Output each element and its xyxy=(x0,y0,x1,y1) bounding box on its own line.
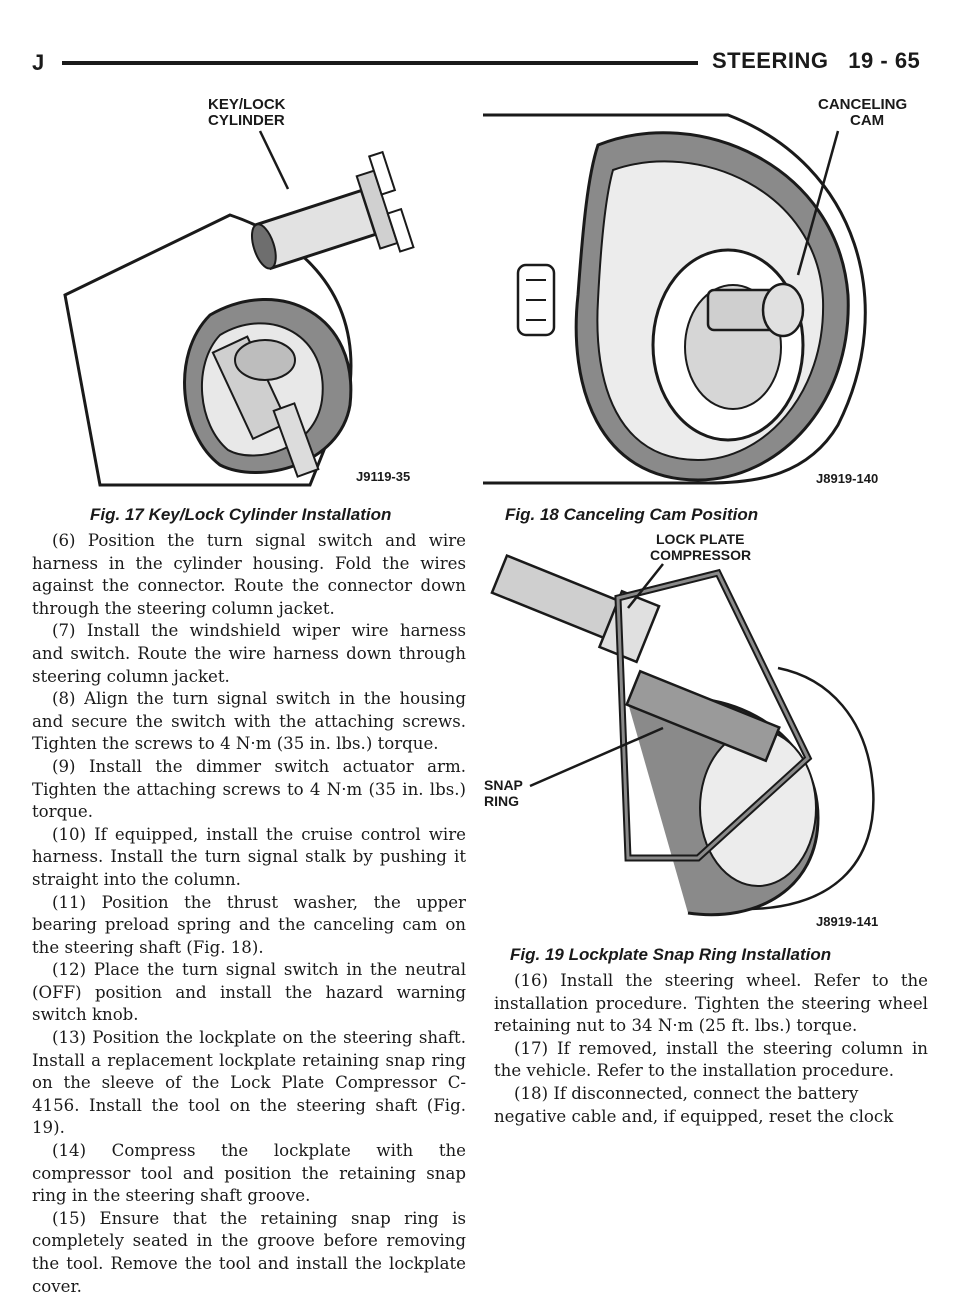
page-header-title: STEERING 19 - 65 xyxy=(712,48,921,73)
key-lock-cylinder-label-line1: KEY/LOCK xyxy=(208,96,286,113)
step-18: (18) If disconnected, connect the battery negative cable and, if equipped, reset the clock xyxy=(494,1083,894,1126)
figure-19-caption: Fig. 19 Lockplate Snap Ring Installation xyxy=(510,945,832,964)
key-lock-cylinder-label-line2: CYLINDER xyxy=(208,112,285,129)
key-lock-cylinder-illustration xyxy=(60,85,460,495)
step-7: (7) Install the windshield wiper wire harness and switch. Route the wire harness down through steering column jacket. xyxy=(32,621,466,686)
figure-17-code: J9119-35 xyxy=(356,469,411,484)
key-lock-cylinder-leader xyxy=(260,131,288,189)
step-6: (6) Position the turn signal switch and wire harness in the cylinder housing. Fold the wires against the connector. Route the connector down through the steering column jacket. xyxy=(32,531,466,618)
canceling-cam-illustration xyxy=(478,85,918,495)
step-12: (12) Place the turn signal switch in the neutral (OFF) position and install the hazard warning switch knob. xyxy=(32,960,466,1025)
step-9: (9) Install the dimmer switch actuator arm. Tighten the attaching screws to 4 N·m (35 in. lbs.) torque. xyxy=(32,756,466,822)
header-rule xyxy=(62,61,698,65)
figure-18-canceling-cam xyxy=(478,85,918,495)
step-10: (10) If equipped, install the cruise control wire harness. Install the turn signal stalk by pushing it straight into the column. xyxy=(32,824,466,889)
figure-19-code: J8919-141 xyxy=(816,914,879,929)
step-13: (13) Position the lockplate on the steering shaft. Install a replacement lockplate retaining snap ring on the sleeve of the Lock Plate Compressor C-4156. Install the tool on the steering shaft (Fig. 19). xyxy=(32,1028,466,1138)
figure-18-caption: Fig. 18 Canceling Cam Position xyxy=(505,505,759,524)
step-8: (8) Align the turn signal switch in the housing and secure the switch with the attaching screws. Tighten the screws to 4 N·m (35 in. lbs.) torque. xyxy=(32,689,466,754)
figure-18-code: J8919-140 xyxy=(816,471,879,486)
step-14: (14) Compress the lockplate with the compressor tool and position the retaining snap ring in the steering shaft groove. xyxy=(32,1141,466,1206)
snap-ring-leader xyxy=(530,728,663,786)
snap-ring-label-line2: RING xyxy=(484,793,519,809)
lockplate-snap-ring-illustration xyxy=(478,528,918,938)
step-11: (11) Position the thrust washer, the upper bearing preload spring and the canceling cam on the steering shaft (Fig. 18). xyxy=(32,892,466,957)
step-15: (15) Ensure that the retaining snap ring is completely seated in the groove before removing the tool. Remove the tool and install the lockplate cover. xyxy=(32,1208,466,1296)
step-16: (16) Install the steering wheel. Refer to the installation procedure. Tighten the steering wheel retaining nut to 34 N·m (25 ft. lbs.) torque. xyxy=(494,971,928,1036)
figure-17-key-lock-cylinder xyxy=(60,85,460,495)
page-header-letter: J xyxy=(32,50,45,75)
snap-ring-label-line1: SNAP xyxy=(484,777,523,793)
figure-19-lockplate-snap-ring xyxy=(478,528,918,938)
figure-17-caption: Fig. 17 Key/Lock Cylinder Installation xyxy=(90,505,392,524)
lock-plate-compressor-label-line1: LOCK PLATE xyxy=(656,531,745,547)
right-text-column xyxy=(494,970,928,1128)
left-text-column xyxy=(32,530,466,1298)
canceling-cam-label-line2: CAM xyxy=(850,112,885,129)
canceling-cam-label-line1: CANCELING xyxy=(818,96,908,113)
step-17: (17) If removed, install the steering column in the vehicle. Refer to the installation procedure. xyxy=(494,1038,928,1081)
lock-plate-compressor-label-line2: COMPRESSOR xyxy=(650,547,752,563)
